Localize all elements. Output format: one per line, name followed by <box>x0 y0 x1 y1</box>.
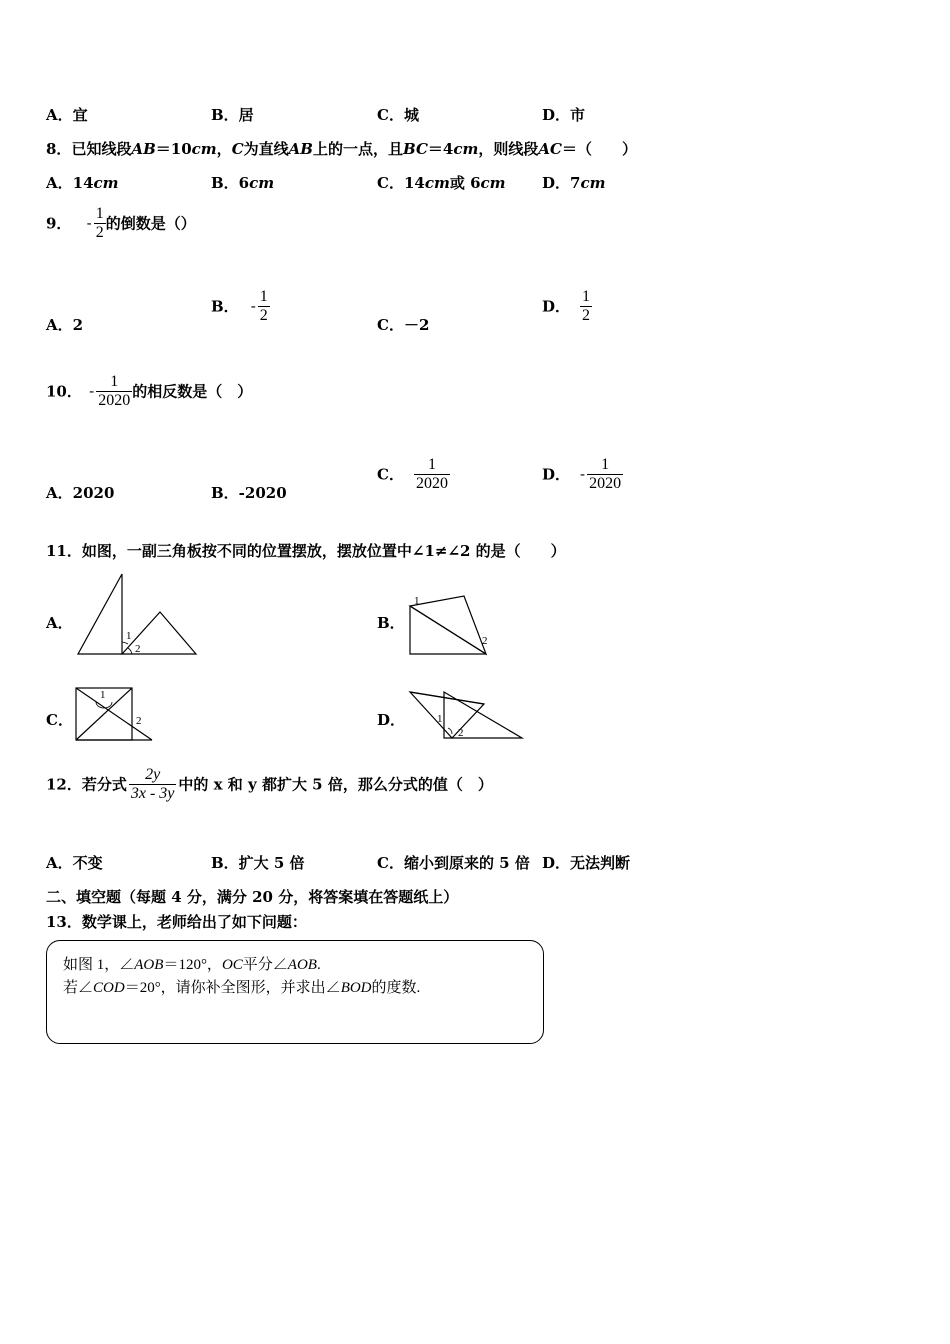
section-2-title: 二、填空题（每题 4 分，满分 20 分，将答案填在答题纸上） <box>46 888 459 906</box>
q9-number: 9． <box>46 214 72 233</box>
q11-d-angle1: 1 <box>437 713 443 725</box>
q11-figure-b <box>408 592 490 658</box>
q8-var-ac: AC <box>538 140 562 158</box>
q8-text: 为直线 <box>243 140 289 158</box>
q12-option-c: C．缩小到原来的 5 倍 <box>377 854 530 872</box>
question-13: 13．数学课上，老师给出了如下问题： <box>46 913 307 931</box>
q13-problem-box <box>46 940 544 1044</box>
q8-value: ＝4 <box>427 140 454 158</box>
q8-option-d: D．7cm <box>542 174 606 192</box>
q10-minus: - <box>89 382 95 401</box>
q11-figure-d <box>408 688 526 742</box>
q11-figure-c <box>74 684 156 742</box>
q11-c-angle2: 2 <box>136 715 142 727</box>
q11-b-angle2: 2 <box>482 635 488 647</box>
q10-fraction: $\frac{1}{2020}$ <box>98 373 131 409</box>
q12-text: 中的 x 和 y 都扩大 5 倍，那么分式的值（ ） <box>178 775 493 794</box>
question-12 <box>46 766 493 802</box>
q7-option-c: C．城 <box>377 106 419 124</box>
q10-option-d: D． - $\frac{1}{2020}$ <box>542 456 622 492</box>
q9-option-b: B． - $\frac{1}{2}$ <box>211 288 268 324</box>
q8-option-a: A．14cm <box>46 174 119 192</box>
q12-fraction: $\frac{2y}{3x - 3y}$ <box>130 766 175 802</box>
q8-text: 上的一点，且 <box>312 140 403 158</box>
q8-number: 8． <box>46 140 72 158</box>
q11-label-d: D． <box>377 711 406 729</box>
q8-text: ，则线段 <box>478 140 539 158</box>
q12-option-a: A．不变 <box>46 854 103 872</box>
q11-b-angle1: 1 <box>414 595 420 607</box>
q11-figure-a <box>76 572 200 658</box>
q8-comma: ， <box>216 140 232 158</box>
question-9 <box>46 205 196 241</box>
q8-var-ab: AB <box>131 140 156 158</box>
q9-text: 的倒数是（） <box>105 214 196 233</box>
q8-var-bc: BC <box>403 140 428 158</box>
q8-text: 已知线段 <box>71 140 132 158</box>
q8-var-ab: AB <box>288 140 313 158</box>
q8-unit: cm <box>191 140 217 158</box>
q11-label-b: B． <box>377 614 405 632</box>
question-10 <box>46 373 252 409</box>
q8-blank: ＝（ ） <box>561 140 637 158</box>
q11-c-angle1: 1 <box>100 689 106 701</box>
q10-option-c: C． $\frac{1}{2020}$ <box>377 456 448 492</box>
q9-minus: - <box>86 214 92 233</box>
q10-number: 10． <box>46 382 82 401</box>
q10-option-b: B．-2020 <box>211 484 287 502</box>
q11-d-angle2: 2 <box>458 727 464 739</box>
q12-number: 12．若分式 <box>46 775 127 794</box>
q9-option-c: C．－2 <box>377 316 430 334</box>
q11-label-c: C． <box>46 711 73 729</box>
q7-option-d: D．市 <box>542 106 586 124</box>
q13-box-line1: 如图 1，∠AOB＝120°，OC平分∠AOB. <box>63 957 321 973</box>
q9-option-a: A．2 <box>46 316 84 334</box>
q10-option-a: A．2020 <box>46 484 115 502</box>
question-8 <box>46 138 637 159</box>
question-11: 11．如图，一副三角板按不同的位置摆放，摆放位置中∠1≠∠2 的是（ ） <box>46 542 566 560</box>
q11-label-a: A． <box>46 614 73 632</box>
q12-option-b: B．扩大 5 倍 <box>211 854 305 872</box>
q8-option-b: B．6cm <box>211 174 275 192</box>
q7-option-b: B．居 <box>211 106 254 124</box>
q7-option-a: A．宜 <box>46 106 88 124</box>
q13-box-line2: 若∠COD＝20°，请你补全图形，并求出∠BOD的度数. <box>63 980 421 996</box>
q10-text: 的相反数是（ ） <box>132 382 253 401</box>
q11-a-angle2: 2 <box>135 643 141 655</box>
q11-a-angle1: 1 <box>126 630 132 642</box>
q8-value: ＝10 <box>155 140 192 158</box>
q12-option-d: D．无法判断 <box>542 854 631 872</box>
q9-fraction: $\frac{1}{2}$ <box>95 205 104 241</box>
q8-var-c: C <box>231 140 244 158</box>
q8-option-c: C．14cm或 6cm <box>377 174 506 192</box>
q8-unit: cm <box>453 140 479 158</box>
q9-option-d: D． $\frac{1}{2}$ <box>542 288 591 324</box>
